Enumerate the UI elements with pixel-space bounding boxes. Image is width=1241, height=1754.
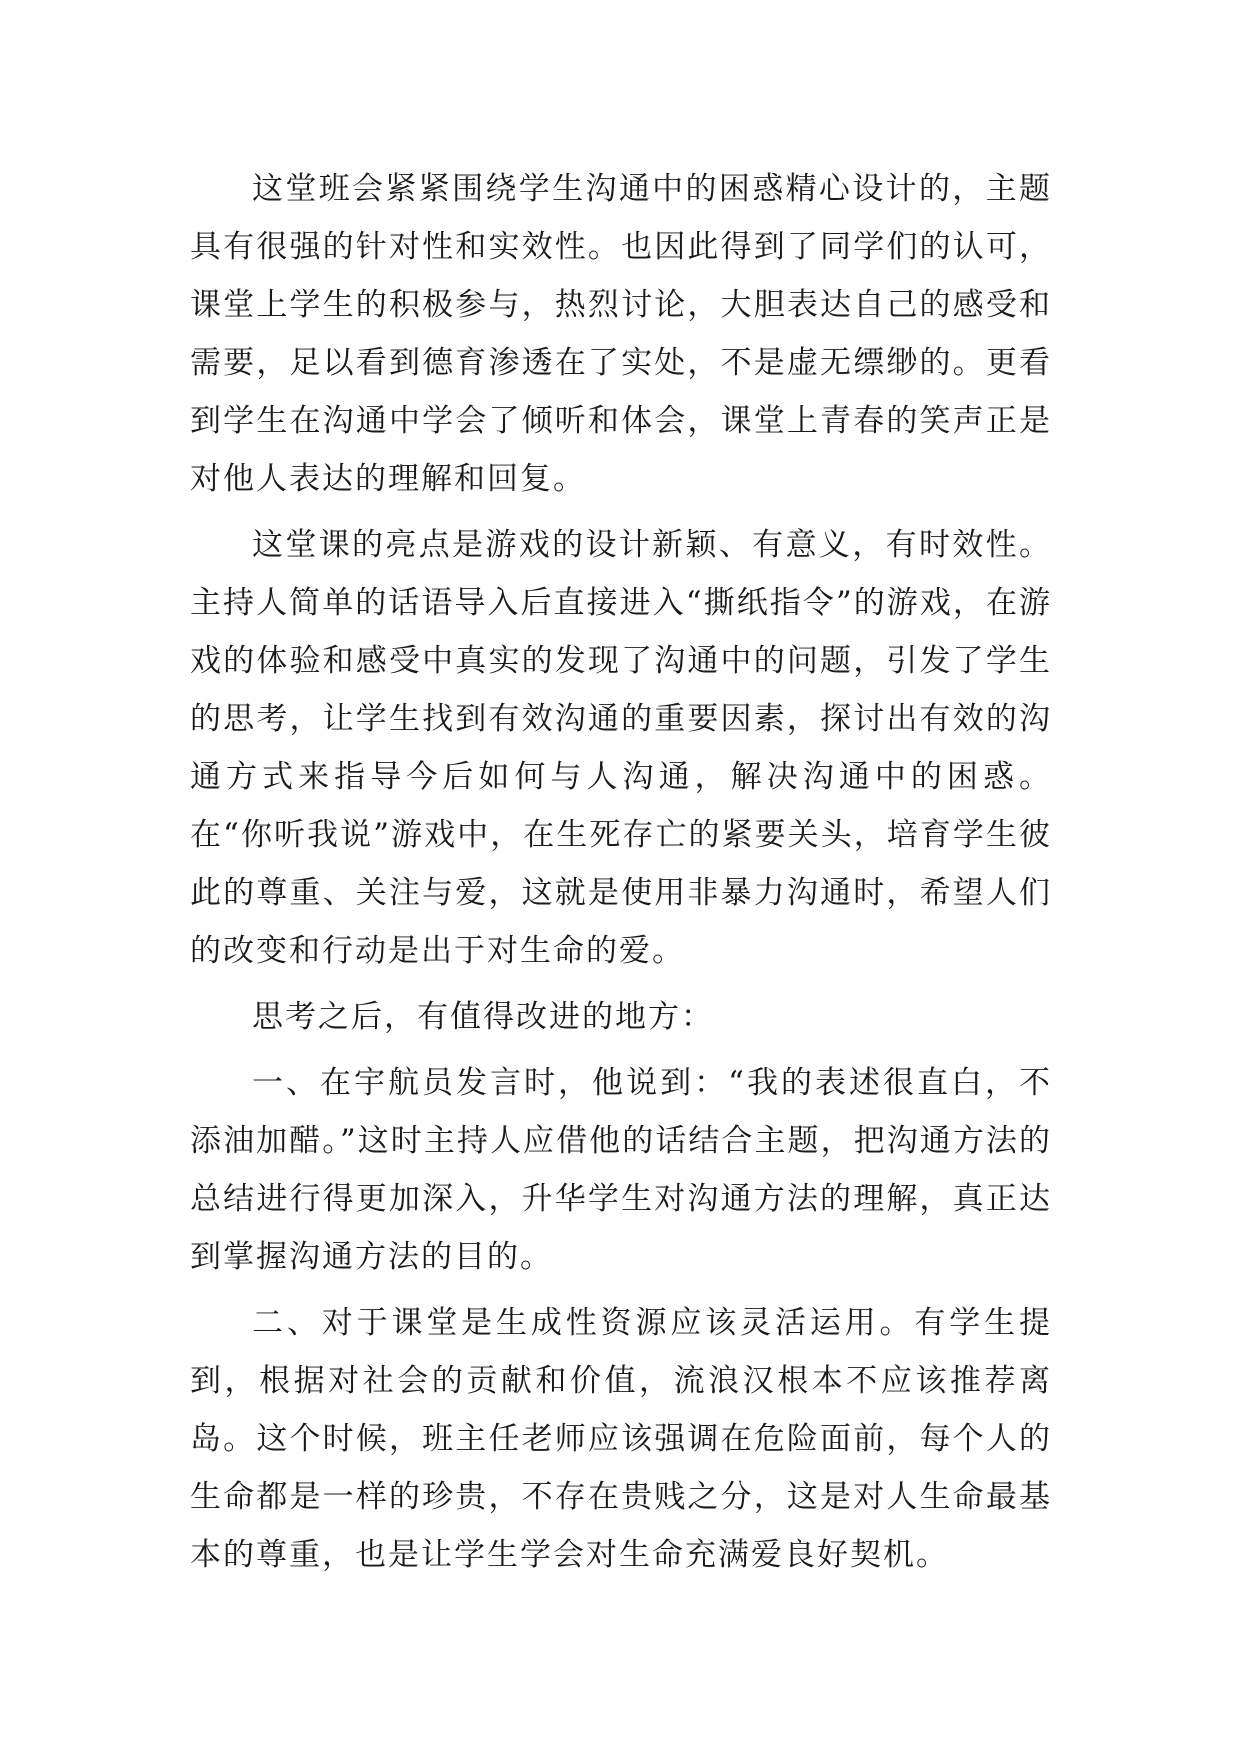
paragraph-5: 二、对于课堂是生成性资源应该灵活运用。有学生提到，根据对社会的贡献和价值，流浪汉根本不应该推荐离岛。这个时候，班主任老师应该强调在危险面前，每个人的生命都是一样的珍贵，不存在贵贱之分，这是对人生命最基本的尊重，也是让学生学会对生命充满爱良好契机。 (190, 1305, 1052, 1573)
paragraph-3: 思考之后，有值得改进的地方： (252, 999, 714, 1035)
paragraph-2: 这堂课的亮点是游戏的设计新颖、有意义，有时效性。主持人简单的话语导入后直接进入“撕纸指令”的游戏，在游戏的体验和感受中真实的发现了沟通中的问题，引发了学生的思考，让学生找到有效沟通的重要因素，探讨出有效的沟通方式来指导今后如何与人沟通，解决沟通中的困惑。在“你听我说”游戏中，在生死存亡的紧要关头，培育学生彼此的尊重、关注与爱，这就是使用非暴力沟通时，希望人们的改变和行动是出于对生命的爱。 (190, 527, 1052, 969)
paragraph-4: 一、在宇航员发言时，他说到：“我的表述很直白，不添油加醋。”这时主持人应借他的话结合主题，把沟通方法的总结进行得更加深入，升华学生对沟通方法的理解，真正达到掌握沟通方法的目的。 (190, 1065, 1052, 1275)
document-body (190, 160, 1052, 1592)
paragraph-1: 这堂班会紧紧围绕学生沟通中的困惑精心设计的，主题具有很强的针对性和实效性。也因此得到了同学们的认可，课堂上学生的积极参与，热烈讨论，大胆表达自己的感受和需要，足以看到德育渗透在了实处，不是虚无缥缈的。更看到学生在沟通中学会了倾听和体会，课堂上青春的笑声正是对他人表达的理解和回复。 (190, 171, 1052, 497)
